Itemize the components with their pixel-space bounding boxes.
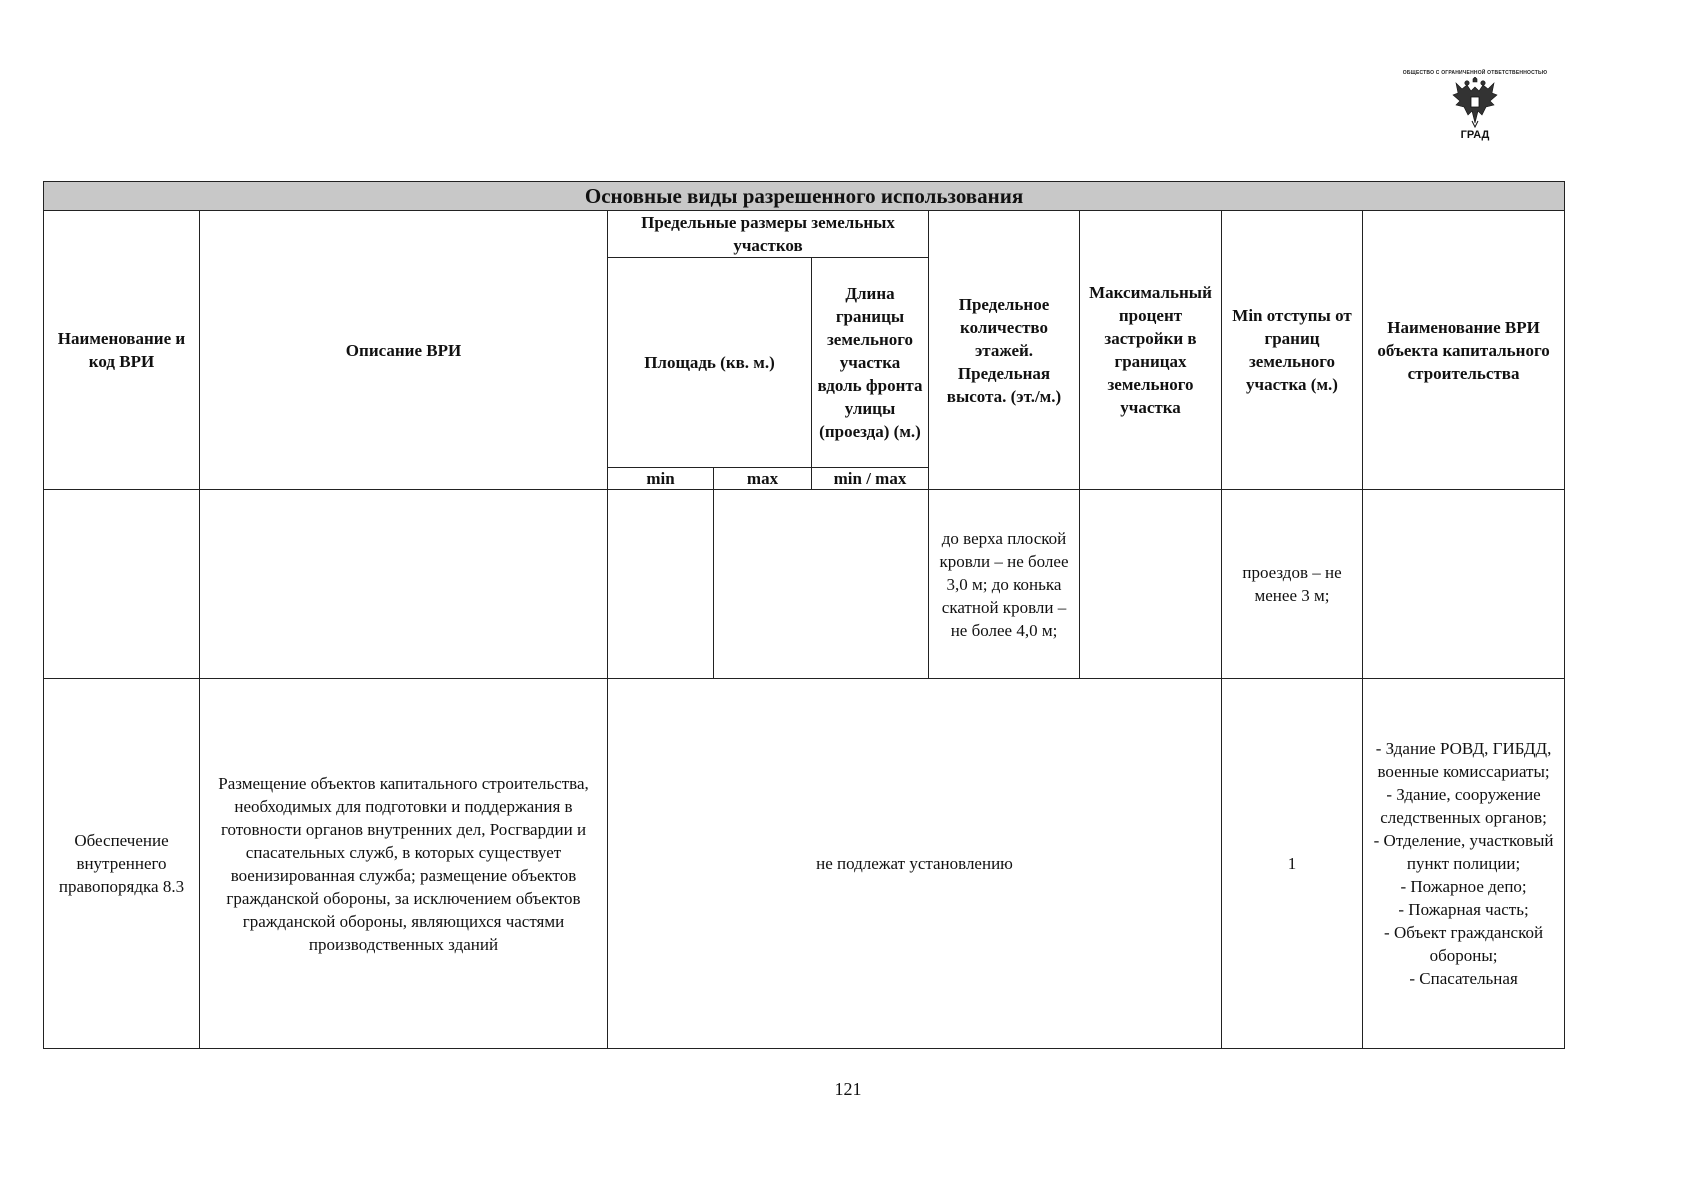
- cell-description-empty: [200, 490, 608, 679]
- cell-capital-objects-empty: [1363, 490, 1565, 679]
- cell-floors-height-continued: до верха плоской кровли – не более 3,0 м; до конька скатной кровли – не более 4,0 м;: [929, 490, 1080, 679]
- header-description: Описание ВРИ: [200, 211, 608, 490]
- capital-object-item: - Объект гражданской обороны;: [1384, 923, 1544, 965]
- header-frontage-min-max: min / max: [812, 468, 929, 490]
- cell-min-setbacks: 1: [1222, 679, 1363, 1049]
- cell-area-min-empty: [608, 490, 714, 679]
- table-row-continuation: [44, 490, 1565, 679]
- company-logo: [1395, 70, 1555, 155]
- logo-company-type: ОБЩЕСТВО С ОГРАНИЧЕННОЙ ОТВЕТСТВЕННОСТЬЮ: [1402, 70, 1548, 76]
- cell-area-max-frontage-empty: [714, 490, 929, 679]
- table-row: [44, 679, 1565, 1049]
- page-number: 121: [834, 1079, 862, 1099]
- header-area: Площадь (кв. м.): [608, 258, 812, 468]
- cell-max-percent-empty: [1080, 490, 1222, 679]
- header-name-code: Наименование и код ВРИ: [44, 211, 200, 490]
- header-floors-height: Предельное количество этажей. Предельная высота. (эт./м.): [929, 211, 1080, 490]
- cell-capital-objects: [1363, 679, 1565, 1049]
- header-plot-limits: Предельные размеры земельных участков: [608, 211, 929, 258]
- cell-min-setbacks-continued: проездов – не менее 3 м;: [1222, 490, 1363, 679]
- permitted-use-table: [43, 181, 1565, 1049]
- double-headed-eagle-emblem-icon: [1450, 77, 1500, 129]
- cell-name-code: Обеспечение внутреннего правопорядка 8.3: [44, 679, 200, 1049]
- cell-description: Размещение объектов капитального строительства, необходимых для подготовки и поддержания в готовности органов внутренних дел, Росгвардии и спасательных служб, в которых существует военизированная служба; размещение объектов гражданской обороны, за исключением объектов гражданской обороны, являющихся частями производственных зданий: [200, 679, 608, 1049]
- header-frontage: Длина границы земельного участка вдоль фронта улицы (проезда) (м.): [812, 258, 929, 468]
- cell-limits-not-established: не подлежат установлению: [608, 679, 1222, 1049]
- header-area-max: max: [714, 468, 812, 490]
- cell-name-code-empty: [44, 490, 200, 679]
- table-title: Основные виды разрешенного использования: [44, 182, 1565, 211]
- capital-object-item: - Здание, сооружение следственных органов;: [1380, 785, 1547, 827]
- header-capital-objects: Наименование ВРИ объекта капитального строительства: [1363, 211, 1565, 490]
- capital-object-item: - Отделение, участковый пункт полиции;: [1373, 831, 1554, 873]
- capital-object-item: - Пожарная часть;: [1398, 900, 1529, 919]
- header-min-setbacks: Min отступы от границ земельного участка (м.): [1222, 211, 1363, 490]
- capital-object-item: - Пожарное депо;: [1400, 877, 1527, 896]
- header-max-percent: Максимальный процент застройки в границах земельного участка: [1080, 211, 1222, 490]
- capital-object-item: - Спасательная: [1409, 969, 1518, 988]
- header-area-min: min: [608, 468, 714, 490]
- logo-name: ГРАД: [1460, 129, 1490, 141]
- capital-object-item: - Здание РОВД, ГИБДД, военные комиссариаты;: [1375, 739, 1552, 781]
